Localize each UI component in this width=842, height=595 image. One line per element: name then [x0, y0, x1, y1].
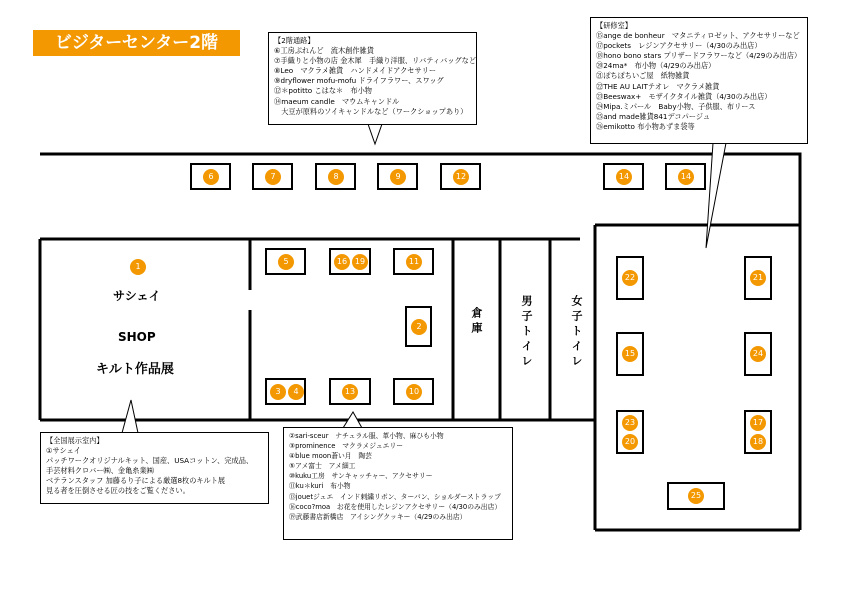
booth-12: [440, 163, 481, 190]
booth-number: 3: [270, 384, 286, 400]
callout-line: 手芸材料クロバー㈱、金亀糸業㈱: [46, 466, 154, 476]
store-shop-label: SHOP: [118, 330, 156, 344]
callout-line: ①サシェイ: [46, 446, 81, 456]
storage-room-label: 倉庫: [470, 307, 483, 337]
callout-line: ㉔Mipa.ミパール Baby小物、子供服、布リース: [596, 101, 756, 111]
womens-toilet-label: 女子トイレ: [570, 295, 583, 370]
booth-5: [265, 248, 306, 275]
callout-line: ⑱hono bono stars プリザードフラワーなど（4/29のみ出店）: [596, 51, 802, 61]
callout-line: ⑦手織りと小物の店 金木犀 手織り洋服、リバティバッグなど: [274, 56, 477, 66]
training-room-callout: [590, 17, 808, 144]
callout-line: ⑫＊potitto こはな＊ 布小物: [274, 86, 372, 96]
center-room-callout: [283, 427, 513, 540]
booth-number: 17: [750, 415, 766, 431]
callout-line: 大豆が原料のソイキャンドルなど（ワークショップあり）: [274, 106, 468, 116]
booth-14: [603, 163, 644, 190]
quilt-exhibition-label: キルト作品展: [96, 362, 174, 377]
callout-line: ④blue moon蒼い月 陶芸: [289, 452, 372, 461]
booth-25: [667, 482, 725, 510]
booth-23-20: [616, 410, 644, 454]
booth-number: 7: [265, 169, 281, 185]
booth-number: 23: [622, 415, 638, 431]
booth-21: [744, 256, 772, 300]
booth-1-marker: 1: [130, 259, 146, 275]
callout-line: ㉕and made雑貨841デコパージュ: [596, 111, 711, 121]
booth-number: 14: [616, 169, 632, 185]
corridor-callout: [268, 32, 477, 125]
callout-line: ⑪ku＊kuri 布小物: [289, 482, 351, 491]
booth-number: 5: [278, 254, 294, 270]
callout-line: ⑥工房ぷれんど 流木創作雑貨: [274, 46, 374, 56]
store-name-label: サシェイ: [113, 289, 161, 303]
booth-number: 10: [406, 384, 422, 400]
booth-7: [252, 163, 293, 190]
booth-17-18: [744, 410, 772, 454]
booth-number: 8: [328, 169, 344, 185]
callout-line: ⑭maeum candle マウムキャンドル: [274, 96, 400, 106]
callout-line: ②sari-sceur ナチュラル服、革小物、麻ひも小物: [289, 432, 444, 440]
booth-10: [393, 378, 434, 405]
booth-22: [616, 256, 644, 300]
callout-line: ③prominence マクラメジュエリー: [289, 442, 404, 451]
callout-line: ㉒THE AU LAITテオレ マクラメ雑貨: [596, 81, 720, 91]
callout-title: 【2階通路】: [274, 36, 315, 45]
booth-15: [616, 332, 644, 376]
booth-11: [393, 248, 434, 275]
booth-number: 12: [453, 169, 469, 185]
booth-number: 20: [622, 434, 638, 450]
booth-number: 13: [342, 384, 358, 400]
booth-number: 9: [390, 169, 406, 185]
booth-13: [329, 378, 371, 405]
callout-line: ㉑ぽちぽちいご屋 紙物雑貨: [596, 71, 690, 81]
booth-number: 25: [688, 488, 704, 504]
booth-number: 16: [334, 254, 350, 270]
callout-line: ベテランスタッフ 加藤るり子による厳選8枚のキルト展: [46, 476, 226, 486]
callout-line: ⑧Leo マクラメ雑貨 ハンドメイドアクセサリー: [274, 66, 437, 76]
booth-number: 18: [750, 434, 766, 450]
booth-number: 19: [352, 254, 368, 270]
callout-line: ⑮ange de bonheur マタニティロゼット、アクセサリーなど: [596, 31, 800, 41]
booth-number: 24: [750, 346, 766, 362]
callout-line: ⑤アメ富士 アメ細工: [289, 462, 356, 471]
booth-16-19: [329, 248, 371, 275]
callout-line: ⑰pockets レジンアクセサリー（4/30のみ出店）: [596, 41, 762, 51]
callout-line: ⑲武藤書店新橋店 アイシングクッキー（4/29のみ出店）: [289, 512, 467, 521]
callout-line: ㉓Beeswax+ モザイクタイル雑貨（4/30のみ出店）: [596, 91, 772, 101]
callout-line: ⑯coco?moa お花を使用したレジンアクセサリー（4/30のみ出店）: [289, 502, 502, 511]
callout-line: ⑳24ma* 布小物（4/29のみ出店）: [596, 61, 716, 71]
booth-number: 4: [288, 384, 304, 400]
booth-number: 2: [411, 319, 427, 335]
booth-24: [744, 332, 772, 376]
booth-14-second: [665, 163, 706, 190]
booth-2: [405, 306, 432, 347]
callout-line: ⑩kuku工房 サンキャッチャー、アクセサリー: [289, 472, 433, 481]
booth-number: 15: [622, 346, 638, 362]
callout-line: ㉖emikotto 布小物あずま袋等: [596, 121, 695, 131]
booth-number: 6: [203, 169, 219, 185]
booth-number: 21: [750, 270, 766, 286]
booth-3-4: [265, 378, 306, 405]
booth-6: [190, 163, 231, 190]
booth-number: 22: [622, 270, 638, 286]
callout-line: ⑨dryflower mofu-mofu ドライフラワー、スワッグ: [274, 76, 444, 86]
booth-8: [315, 163, 356, 190]
booth-number: 14: [678, 169, 694, 185]
callout-title: 【研修室】: [596, 21, 632, 30]
booth-9: [377, 163, 418, 190]
mens-toilet-label: 男子トイレ: [520, 295, 533, 370]
callout-line: ⑬jouetジュエ インド刺繍リボン、ターバン、ショルダーストラップ: [289, 492, 501, 501]
callout-title: 【全国展示室内】: [46, 436, 104, 445]
booth-number: 11: [406, 254, 422, 270]
callout-line: パッチワークオリジナルキット、国産、USAコットン、完成品、: [46, 456, 254, 466]
callout-line: 見る者を圧倒させる匠の技をご覧ください。: [46, 486, 190, 496]
page-title: ビジターセンター2階: [33, 30, 240, 56]
exhibition-hall-callout: [40, 432, 269, 504]
